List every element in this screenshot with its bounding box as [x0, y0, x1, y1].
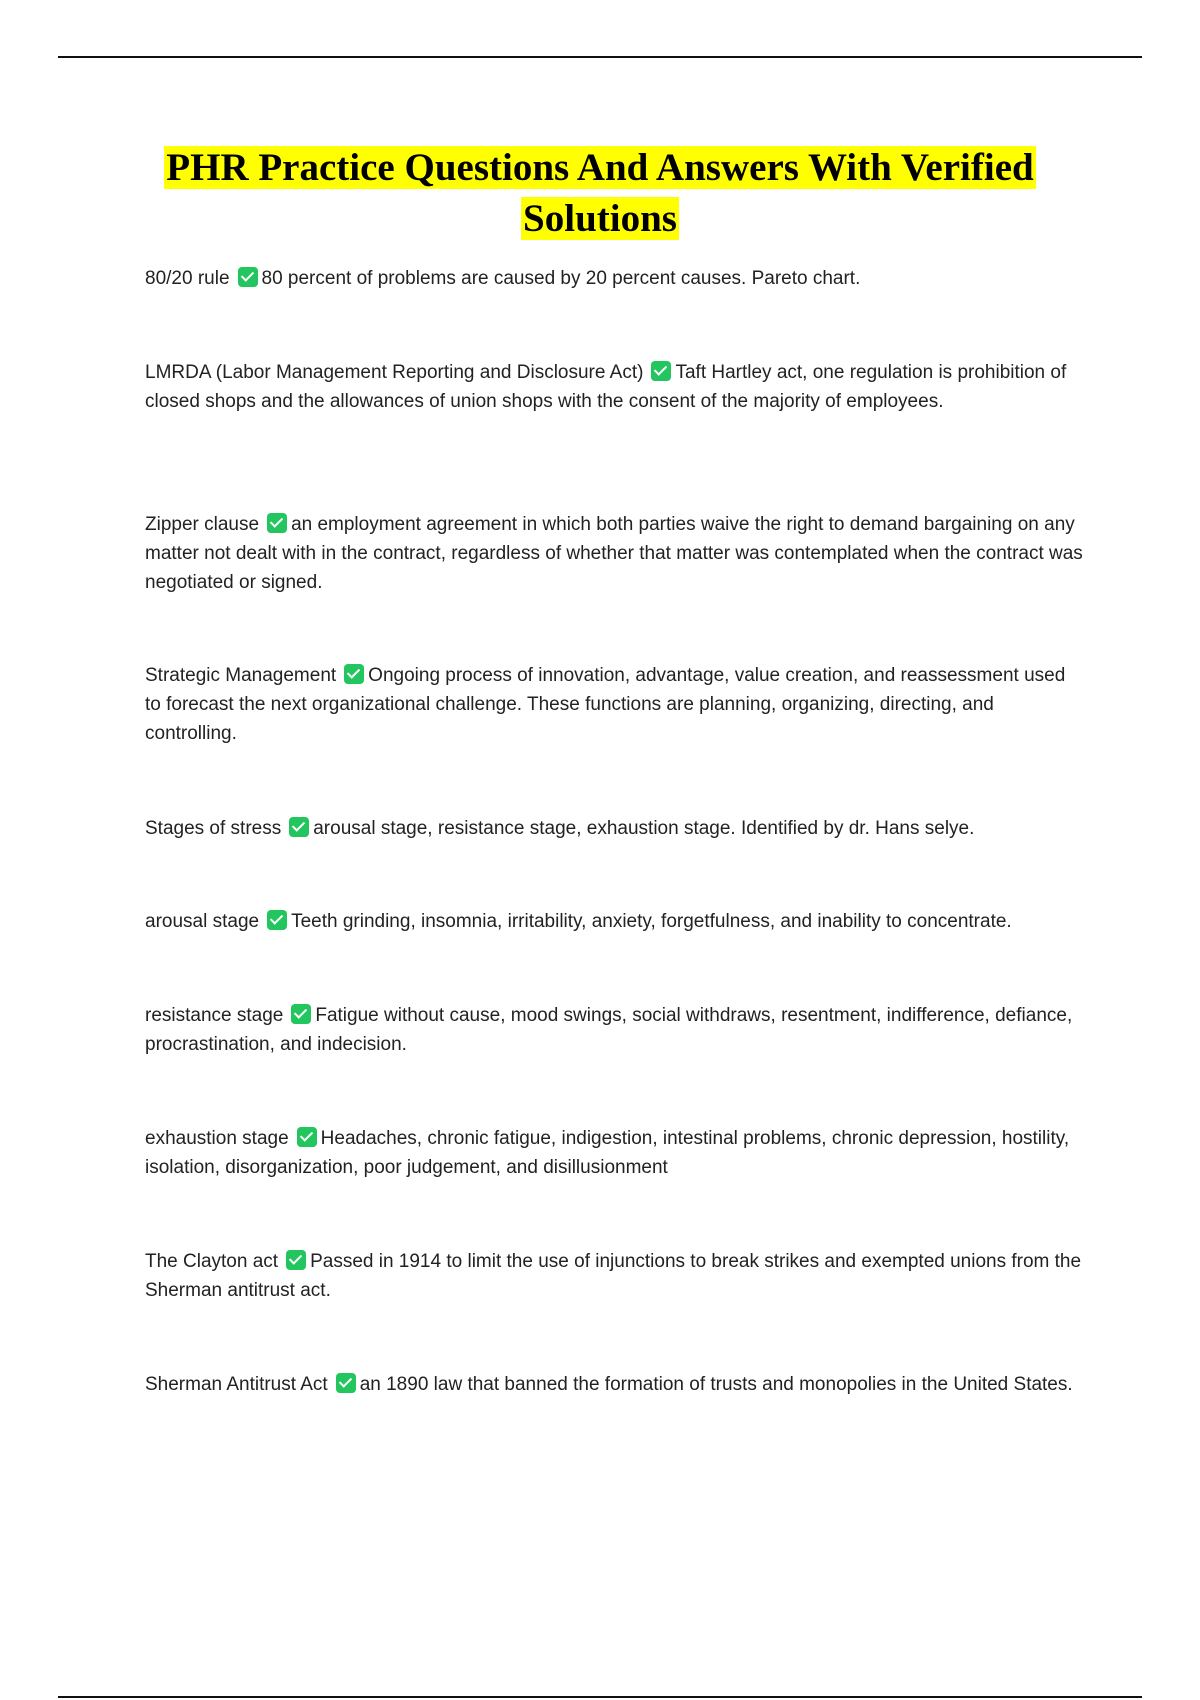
entry-term: LMRDA (Labor Management Reporting and Disclosure Act): [145, 362, 644, 383]
qa-entry: [145, 1001, 1085, 1059]
check-icon: [289, 817, 309, 837]
entry-definition: Ongoing process of innovation, advantage, value creation, and reassessment used to forecast the next organizational challenge. These functions are planning, organizing, directing, and controlling.: [145, 665, 1066, 744]
qa-entry: [145, 510, 1085, 597]
top-divider: [58, 56, 1142, 58]
entry-term: The Clayton act: [145, 1251, 279, 1272]
qa-entry: [145, 1370, 1085, 1399]
qa-entry: [145, 907, 1085, 936]
entry-definition: 80 percent of problems are caused by 20 percent causes. Pareto chart.: [261, 268, 861, 289]
entry-definition: Teeth grinding, insomnia, irritability, anxiety, forgetfulness, and inability to concentrate.: [291, 911, 1012, 932]
entry-definition: Headaches, chronic fatigue, indigestion, intestinal problems, chronic depression, hostility, isolation, disorganization, poor judgement, and disillusionment: [145, 1128, 1070, 1178]
entry-definition: Taft Hartley act, one regulation is prohibition of closed shops and the allowances of union shops with the consent of the majority of employees.: [145, 362, 1067, 412]
entry-definition: Fatigue without cause, mood swings, social withdraws, resentment, indifference, defiance, procrastination, and indecision.: [145, 1005, 1073, 1055]
qa-entry: [145, 358, 1085, 416]
qa-entry: [145, 661, 1085, 748]
check-icon: [336, 1373, 356, 1393]
entry-term: Zipper clause: [145, 514, 260, 535]
check-icon: [291, 1004, 311, 1024]
qa-entry: [145, 1247, 1085, 1305]
check-icon: [651, 361, 671, 381]
bottom-divider: [58, 1696, 1142, 1698]
entry-term: 80/20 rule: [145, 268, 230, 289]
page-title-text: PHR Practice Questions And Answers With Verified Solutions: [166, 146, 1034, 240]
entry-definition: an employment agreement in which both parties waive the right to demand bargaining on any matter not dealt with in the contract, regardless of whether that matter was contemplated when the contract was negotiated or signed.: [145, 514, 1083, 593]
entry-definition: an 1890 law that banned the formation of trusts and monopolies in the United States.: [359, 1374, 1073, 1395]
check-icon: [267, 513, 287, 533]
check-icon: [286, 1250, 306, 1270]
check-icon: [297, 1127, 317, 1147]
entry-term: exhaustion stage: [145, 1128, 289, 1149]
entry-term: Sherman Antitrust Act: [145, 1374, 328, 1395]
check-icon: [344, 664, 364, 684]
entry-term: arousal stage: [145, 911, 260, 932]
entry-term: Strategic Management: [145, 665, 337, 686]
entry-term: resistance stage: [145, 1005, 284, 1026]
check-icon: [238, 267, 258, 287]
page-title: [100, 142, 1100, 244]
check-icon: [267, 910, 287, 930]
entry-term: Stages of stress: [145, 818, 282, 839]
qa-entry: [145, 264, 1085, 293]
entry-definition: arousal stage, resistance stage, exhaustion stage. Identified by dr. Hans selye.: [313, 818, 975, 839]
qa-entry: [145, 814, 1085, 843]
qa-entry: [145, 1124, 1085, 1182]
entry-definition: Passed in 1914 to limit the use of injunctions to break strikes and exempted unions from the Sherman antitrust act.: [145, 1251, 1082, 1301]
